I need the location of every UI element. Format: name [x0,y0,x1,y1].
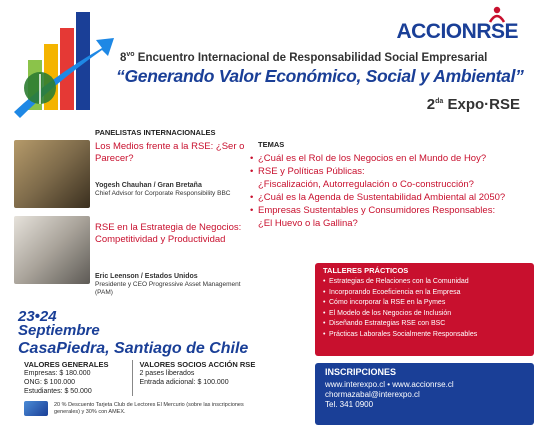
socios-prices-title: VALORES SOCIOS ACCIÓN RSE [139,360,256,369]
speaker-photo [14,140,90,208]
tema-item: • ¿Cuál es el Rol de los Negocios en el Mundo de Hoy? [250,152,550,165]
socios-prices [132,360,255,396]
price-line: Estudiantes: $ 50.000 [24,388,92,395]
event-month: Septiembre [18,322,100,339]
person-icon [488,6,506,24]
tema-item: • ¿Cuál es la Agenda de Sustentabilidad Ambiental al 2050? [250,191,550,204]
expo-title: $2^{da}$ Expo·RSE [426,96,520,113]
temas-list [250,152,550,230]
tema-item: ¿Fiscalización, Autorregulación o Co-construcción? [258,179,474,190]
event-logo-graphic [10,8,115,120]
event-dates: 23•24 [18,308,57,325]
price-line: Empresas: $ 180.000 [24,370,91,377]
talk-title: Los Medios frente a la RSE: ¿Ser o Parecer? [95,141,245,164]
contact-phone: Tel. 341 0900 [325,400,374,409]
taller-item: • Cómo incorporar la RSE en la Pymes [323,298,526,309]
event-tagline: “Generando Valor Económico, Social y Ambiental” [116,66,524,86]
prices-section [24,360,255,396]
taller-item: • El Modelo de los Negocios de Inclusión [323,309,526,320]
taller-item: • Incorporando Ecoeficiencia en la Empresa [323,288,526,299]
price-line: Entrada adicional: $ 100.000 [139,379,229,386]
inscripciones-box [315,363,534,425]
speaker-name: Eric Leenson / Estados Unidos [95,273,198,280]
promo-note [24,401,254,416]
price-line: 2 pases liberados [139,370,195,377]
taller-item: • Diseñando Estrategias RSE con BSC [323,319,526,330]
speaker-info [95,182,245,198]
taller-item: • Prácticas Laborales Socialmente Responsables [323,330,526,341]
tema-item: • Empresas Sustentables y Consumidores Responsables: [250,204,550,217]
talk-title: RSE en la Estrategia de Negocios: Competitividad y Productividad [95,222,242,245]
inscripciones-title: INSCRIPCIONES [325,367,397,377]
event-name: $8^{vo}$ Encuentro Internacional de Responsabilidad Social Empresarial [120,51,488,64]
panel-title: PANELISTAS INTERNACIONALES [95,128,216,137]
taller-item: • Estrategias de Relaciones con la Comunidad [323,277,526,288]
website-links[interactable]: www.interexpo.cl • www.accionrse.cl [325,380,454,389]
speaker-photo [14,216,90,284]
brand-name-part2: RSE [476,20,518,43]
talleres-box [315,263,534,356]
promo-text: 20 % Descuento Tarjeta Club de Lectores El Mercurio (sobre las inscripciones generales) y 30% con AMEX. [54,402,244,415]
tema-item: • RSE y Políticas Públicas: [250,165,550,178]
credit-card-icon [24,401,48,416]
event-venue: CasaPiedra, Santiago de Chile [18,340,249,357]
tema-item: ¿El Huevo o la Gallina? [258,218,358,229]
temas-title: TEMAS [258,140,285,149]
speaker-info [95,273,245,297]
contact-email[interactable]: chormazabal@interexpo.cl [325,390,420,399]
brand-name-part1: ACCION [396,20,477,43]
speaker-role: Chief Advisor for Corporate Responsibility BBC [95,190,231,197]
price-line: ONG: $ 100.000 [24,379,75,386]
speaker-name: Yogesh Chauhan / Gran Bretaña [95,182,202,189]
general-prices [24,360,108,396]
talleres-title: TALLERES PRÁCTICOS [323,266,409,275]
general-prices-title: VALORES GENERALES [24,360,109,369]
speaker-role: Presidente y CEO Progressive Asset Management (PAM) [95,281,241,296]
